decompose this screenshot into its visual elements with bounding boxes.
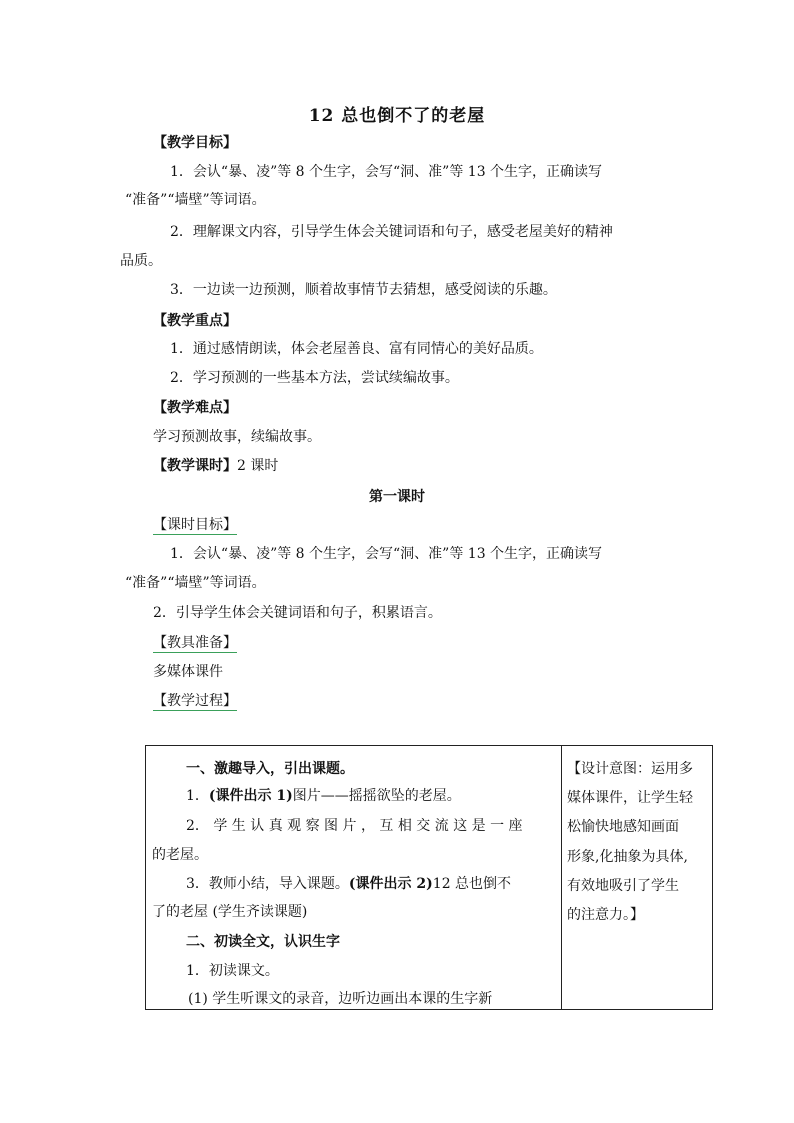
document-title: 12 总也倒不了的老屋	[308, 106, 486, 126]
lesson-1-title: 第一课时	[369, 489, 425, 505]
lesson-objectives-heading: 【课时目标】	[153, 517, 237, 533]
objective-1-line-1: 1．会认“暴、凌”等 8 个生字，会写“洞、准”等 13 个生字，正确读写	[170, 164, 603, 180]
teaching-process-table	[145, 745, 713, 1010]
objective-2-line-1: 2．理解课文内容，引导学生体会关键词语和句子，感受老屋美好的精神	[170, 224, 613, 240]
lesson-objective-1-line-2: “准备”“墙壁”等词语。	[125, 575, 266, 591]
table-column-divider	[561, 746, 562, 1009]
s1-item-1-bold: (课件出示 1)	[208, 788, 293, 804]
design-intent-line-4: 形象,化抽象为具体,	[567, 849, 688, 865]
lesson-objective-1-line-1: 1．会认“暴、凌”等 8 个生字，会写“洞、准”等 13 个生字，正确读写	[170, 546, 603, 562]
objective-3: 3．一边读一边预测，顺着故事情节去猜想，感受阅读的乐趣。	[170, 282, 557, 298]
s1-item-1-num: 1．	[186, 788, 209, 804]
lesson-objective-2: 2．引导学生体会关键词语和句子，积累语言。	[153, 605, 442, 621]
difficulties-text: 学习预测故事，续编故事。	[153, 429, 321, 445]
s1-item-3-bold: (课件出示 2)	[348, 876, 433, 892]
section-1-item-2-line-2: 的老屋。	[152, 847, 208, 863]
design-intent-line-2: 媒体课件，让学生轻	[567, 790, 693, 806]
s1-item-1-rest: 图片——摇摇欲坠的老屋。	[292, 788, 461, 804]
process-heading: 【教学过程】	[153, 693, 237, 709]
section-1-item-1	[186, 786, 461, 806]
objective-1-line-2: “准备”“墙壁”等词语。	[125, 192, 266, 208]
key-point-1: 1．通过感情朗读，体会老屋善良、富有同情心的美好品质。	[170, 341, 543, 357]
s1-item-3-pre: 3．教师小结，导入课题。	[186, 876, 349, 892]
key-point-2: 2．学习预测的一些基本方法，尝试续编故事。	[170, 370, 459, 386]
prep-text: 多媒体课件	[153, 664, 223, 680]
section-2-item-1: 1．初读课文。	[186, 963, 279, 979]
objectives-heading: 【教学目标】	[153, 135, 237, 151]
section-1-item-3-line-2: 了的老屋 (学生齐读课题)	[152, 904, 308, 920]
section-1-item-2-line-1: 2． 学 生 认 真 观 察 图 片 ， 互 相 交 流 这 是 一 座	[186, 818, 523, 834]
design-intent-line-5: 有效地吸引了学生	[567, 878, 679, 894]
design-intent-line-1: 【设计意图：运用多	[567, 761, 693, 777]
process-heading-wrap	[153, 691, 237, 711]
difficulties-heading: 【教学难点】	[153, 400, 237, 416]
design-intent-line-3: 松愉快地感知画面	[567, 819, 679, 835]
design-intent-line-6: 的注意力。】	[567, 907, 644, 923]
lesson-objectives-wrap	[153, 515, 237, 535]
section-1-title: 一、激趣导入，引出课题。	[186, 761, 354, 777]
hours-line	[153, 456, 278, 476]
hours-heading: 【教学课时】	[153, 458, 237, 474]
prep-heading-wrap	[153, 633, 237, 653]
section-2-title: 二、初读全文，认识生字	[186, 934, 340, 950]
section-2-item-1-sub: (1) 学生听课文的录音，边听边画出本课的生字新	[188, 991, 493, 1007]
hours-text: 2 课时	[237, 458, 279, 474]
prep-heading: 【教具准备】	[153, 635, 237, 651]
section-1-item-3-line-1	[186, 874, 511, 894]
s1-item-3-post: 12 总也倒不	[432, 876, 512, 892]
key-points-heading: 【教学重点】	[153, 313, 237, 329]
objective-2-line-2: 品质。	[120, 253, 162, 269]
